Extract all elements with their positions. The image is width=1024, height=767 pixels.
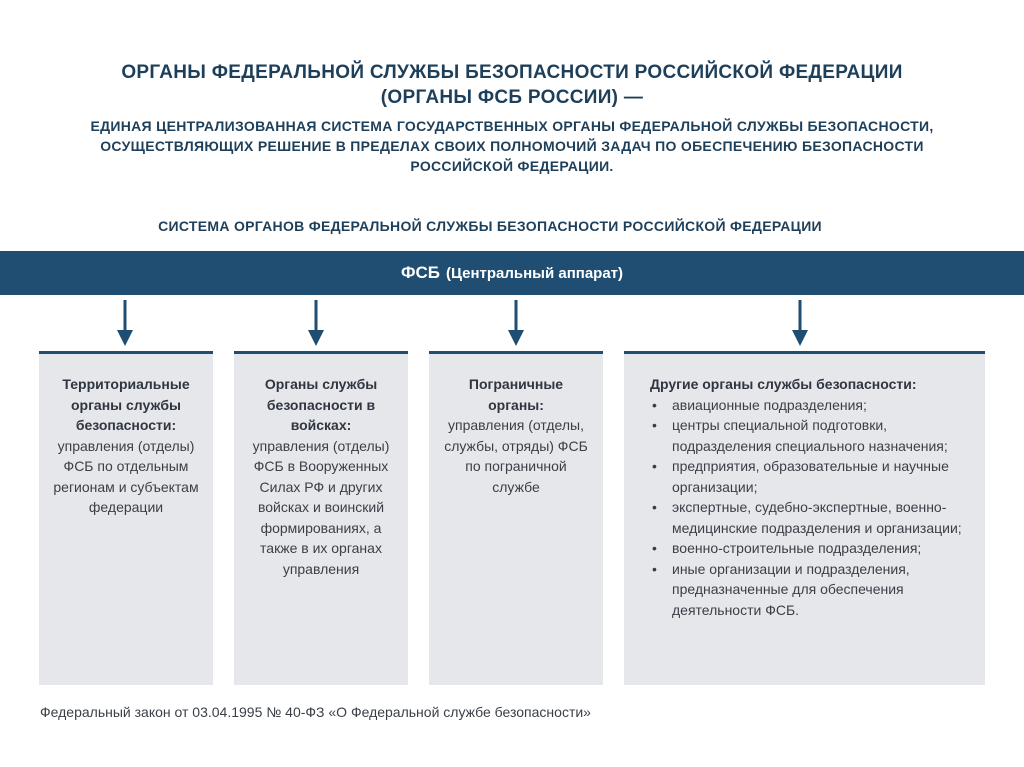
list-item-text: предприятия, образовательные и научные организации; — [672, 458, 949, 495]
bullet-icon: • — [652, 560, 657, 577]
title-line-2: (ОРГАНЫ ФСБ РОССИИ) — — [380, 87, 644, 108]
subtitle-line-2: ОСУЩЕСТВЛЯЮЩИХ РЕШЕНИЕ В ПРЕДЕЛАХ СВОИХ ПОЛНОМОЧИЙ ЗАДАЧ ПО ОБЕСПЕЧЕНИЮ БЕЗОПАСНОСТИ — [100, 138, 924, 154]
central-sub-label: (Центральный аппарат) — [445, 264, 624, 282]
bullet-icon: • — [652, 417, 657, 433]
bullet-icon: • — [652, 499, 657, 515]
military-body: управления (отделы) ФСБ в Вооруженных Силах РФ и других войсках и воинский формированиях, а также в их органах управления — [252, 437, 390, 577]
territorial-head: Территориальные органы службы безопасности: — [62, 376, 190, 433]
other-organs-box — [624, 351, 985, 685]
list-item-text: экспертные, судебно-экспертные, военно-медицинские подразделения и организации; — [672, 499, 962, 536]
list-item-text: военно-строительные подразделения; — [672, 540, 922, 556]
list-item-text: иные организации и подразделения, предназначенные для обеспечения деятельности ФСБ. — [672, 560, 910, 618]
central-apparatus-band — [0, 251, 1024, 295]
military-organs-box — [234, 351, 408, 685]
list-item — [650, 538, 969, 559]
subtitle-line-3: РОССИЙСКОЙ ФЕДЕРАЦИИ. — [410, 158, 614, 174]
list-item — [650, 497, 969, 538]
list-item — [650, 395, 969, 416]
other-list — [650, 395, 969, 621]
list-item-text: авиационные подразделения; — [672, 396, 867, 413]
arrow-down-icon — [306, 300, 326, 348]
bullet-icon: • — [652, 458, 657, 474]
law-reference: Федеральный закон от 03.04.1995 № 40-ФЗ «О Федеральной службе безопасности» — [40, 704, 591, 720]
list-item — [650, 559, 969, 621]
military-head: Органы службы безопасности в войсках: — [264, 376, 378, 433]
territorial-organs-box — [39, 351, 213, 685]
list-item — [650, 456, 969, 497]
header — [0, 60, 1024, 176]
arrow-down-icon — [506, 300, 526, 348]
central-main-label: ФСБ — [400, 263, 440, 282]
territorial-body: управления (отделы) ФСБ по отдельным регионам и субъектам федерации — [53, 437, 199, 515]
subtitle-line-1: ЕДИНАЯ ЦЕНТРАЛИЗОВАННАЯ СИСТЕМА ГОСУДАРСТВЕННЫХ ОРГАНЫ ФЕДЕРАЛЬНОЙ СЛУЖБЫ БЕЗОПАСНОСТИ, — [90, 118, 934, 134]
border-head: Пограничные органы: — [468, 376, 564, 413]
list-item-text: центры специальной подготовки, подразделения специального назначения; — [672, 417, 948, 454]
arrow-down-icon — [115, 300, 135, 348]
bullet-icon: • — [652, 396, 657, 413]
other-head: Другие органы службы безопасности: — [650, 376, 917, 392]
border-body: управления (отделы, службы, отряды) ФСБ по пограничной службе — [444, 417, 588, 495]
system-title: СИСТЕМА ОРГАНОВ ФЕДЕРАЛЬНОЙ СЛУЖБЫ БЕЗОПАСНОСТИ РОССИЙСКОЙ ФЕДЕРАЦИИ — [158, 218, 822, 234]
list-item — [650, 415, 969, 456]
title-line-1: ОРГАНЫ ФЕДЕРАЛЬНОЙ СЛУЖБЫ БЕЗОПАСНОСТИ РОССИЙСКОЙ ФЕДЕРАЦИИ — [121, 62, 903, 83]
bullet-icon: • — [652, 540, 657, 556]
arrow-down-icon — [790, 300, 810, 348]
border-organs-box — [429, 351, 603, 685]
